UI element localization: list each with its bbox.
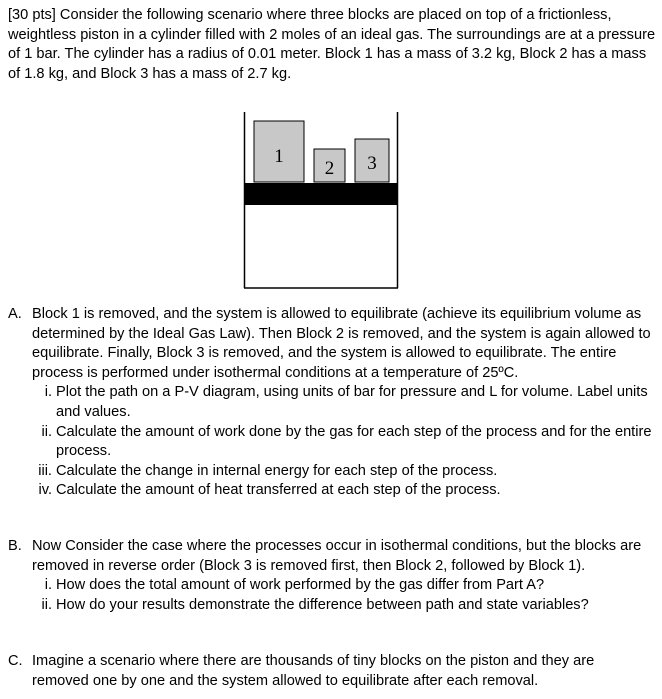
block-3: [355, 139, 389, 182]
part-a-label: A.: [8, 306, 22, 322]
part-b: [8, 537, 654, 615]
block-2: [314, 149, 345, 182]
part-a-text: Block 1 is removed, and the system is allowed to equilibrate (achieve its equilibrium volume as determined by the Ideal Gas Law). Then Block 2 is removed, and the system is again allowed to equilibrate. Finally, Block 3 is removed, and the system is allowed to equilibrate. The entire process is performed under isothermal conditions at a temperature of 25ºC.: [32, 306, 651, 381]
part-a-item-4: iv. Calculate the amount of heat transferred at each step of the process.: [38, 482, 501, 499]
part-a-item-1: i. Plot the path on a P-V diagram, using units of bar for pressure and L for volume. Label units and values.: [44, 384, 648, 420]
piston: [245, 183, 397, 205]
part-c-label: C.: [8, 653, 23, 669]
block-1-label: 1: [274, 146, 284, 167]
part-a-item-3: iii. Calculate the change in internal energy for each step of the process.: [38, 462, 498, 479]
part-b-text: Now Consider the case where the processes occur in isothermal conditions, but the blocks are removed in reverse order (Block 3 is removed first, then Block 2, followed by Block 1).: [32, 538, 642, 574]
part-a-item-2: ii. Calculate the amount of work done by the gas for each step of the process and for the entire process.: [41, 423, 652, 460]
block-2-label: 2: [324, 158, 335, 179]
part-c: [8, 652, 654, 691]
cylinder-piston-figure: [0, 0, 662, 300]
part-a-items: [32, 383, 654, 501]
part-c-text: Imagine a scenario where there are thousands of tiny blocks on the piston and they are removed one by one and the system allowed to equilibrate after each removal.: [32, 653, 595, 689]
part-b-item-2: ii. How do your results demonstrate the difference between path and state variables?: [41, 596, 589, 613]
block-1: [254, 121, 304, 182]
part-b-items: [32, 576, 654, 615]
block-3-label: 3: [367, 153, 377, 174]
problem-intro: [30 pts] Consider the following scenario where three blocks are placed on top of a frictionless, weightless piston in a cylinder filled with 2 moles of an ideal gas. The surroundings are at a pressure of 1 bar. The cylinder has a radius of 0.01 meter. Block 1 has a mass of 3.2 kg, Block 2 has a mass of 1.8 kg, and Block 3 has a mass of 2.7 kg.: [8, 7, 656, 82]
part-b-label: B.: [8, 538, 22, 554]
part-a: [8, 305, 654, 501]
part-b-item-1: i. How does the total amount of work performed by the gas differ from Part A?: [44, 577, 545, 594]
